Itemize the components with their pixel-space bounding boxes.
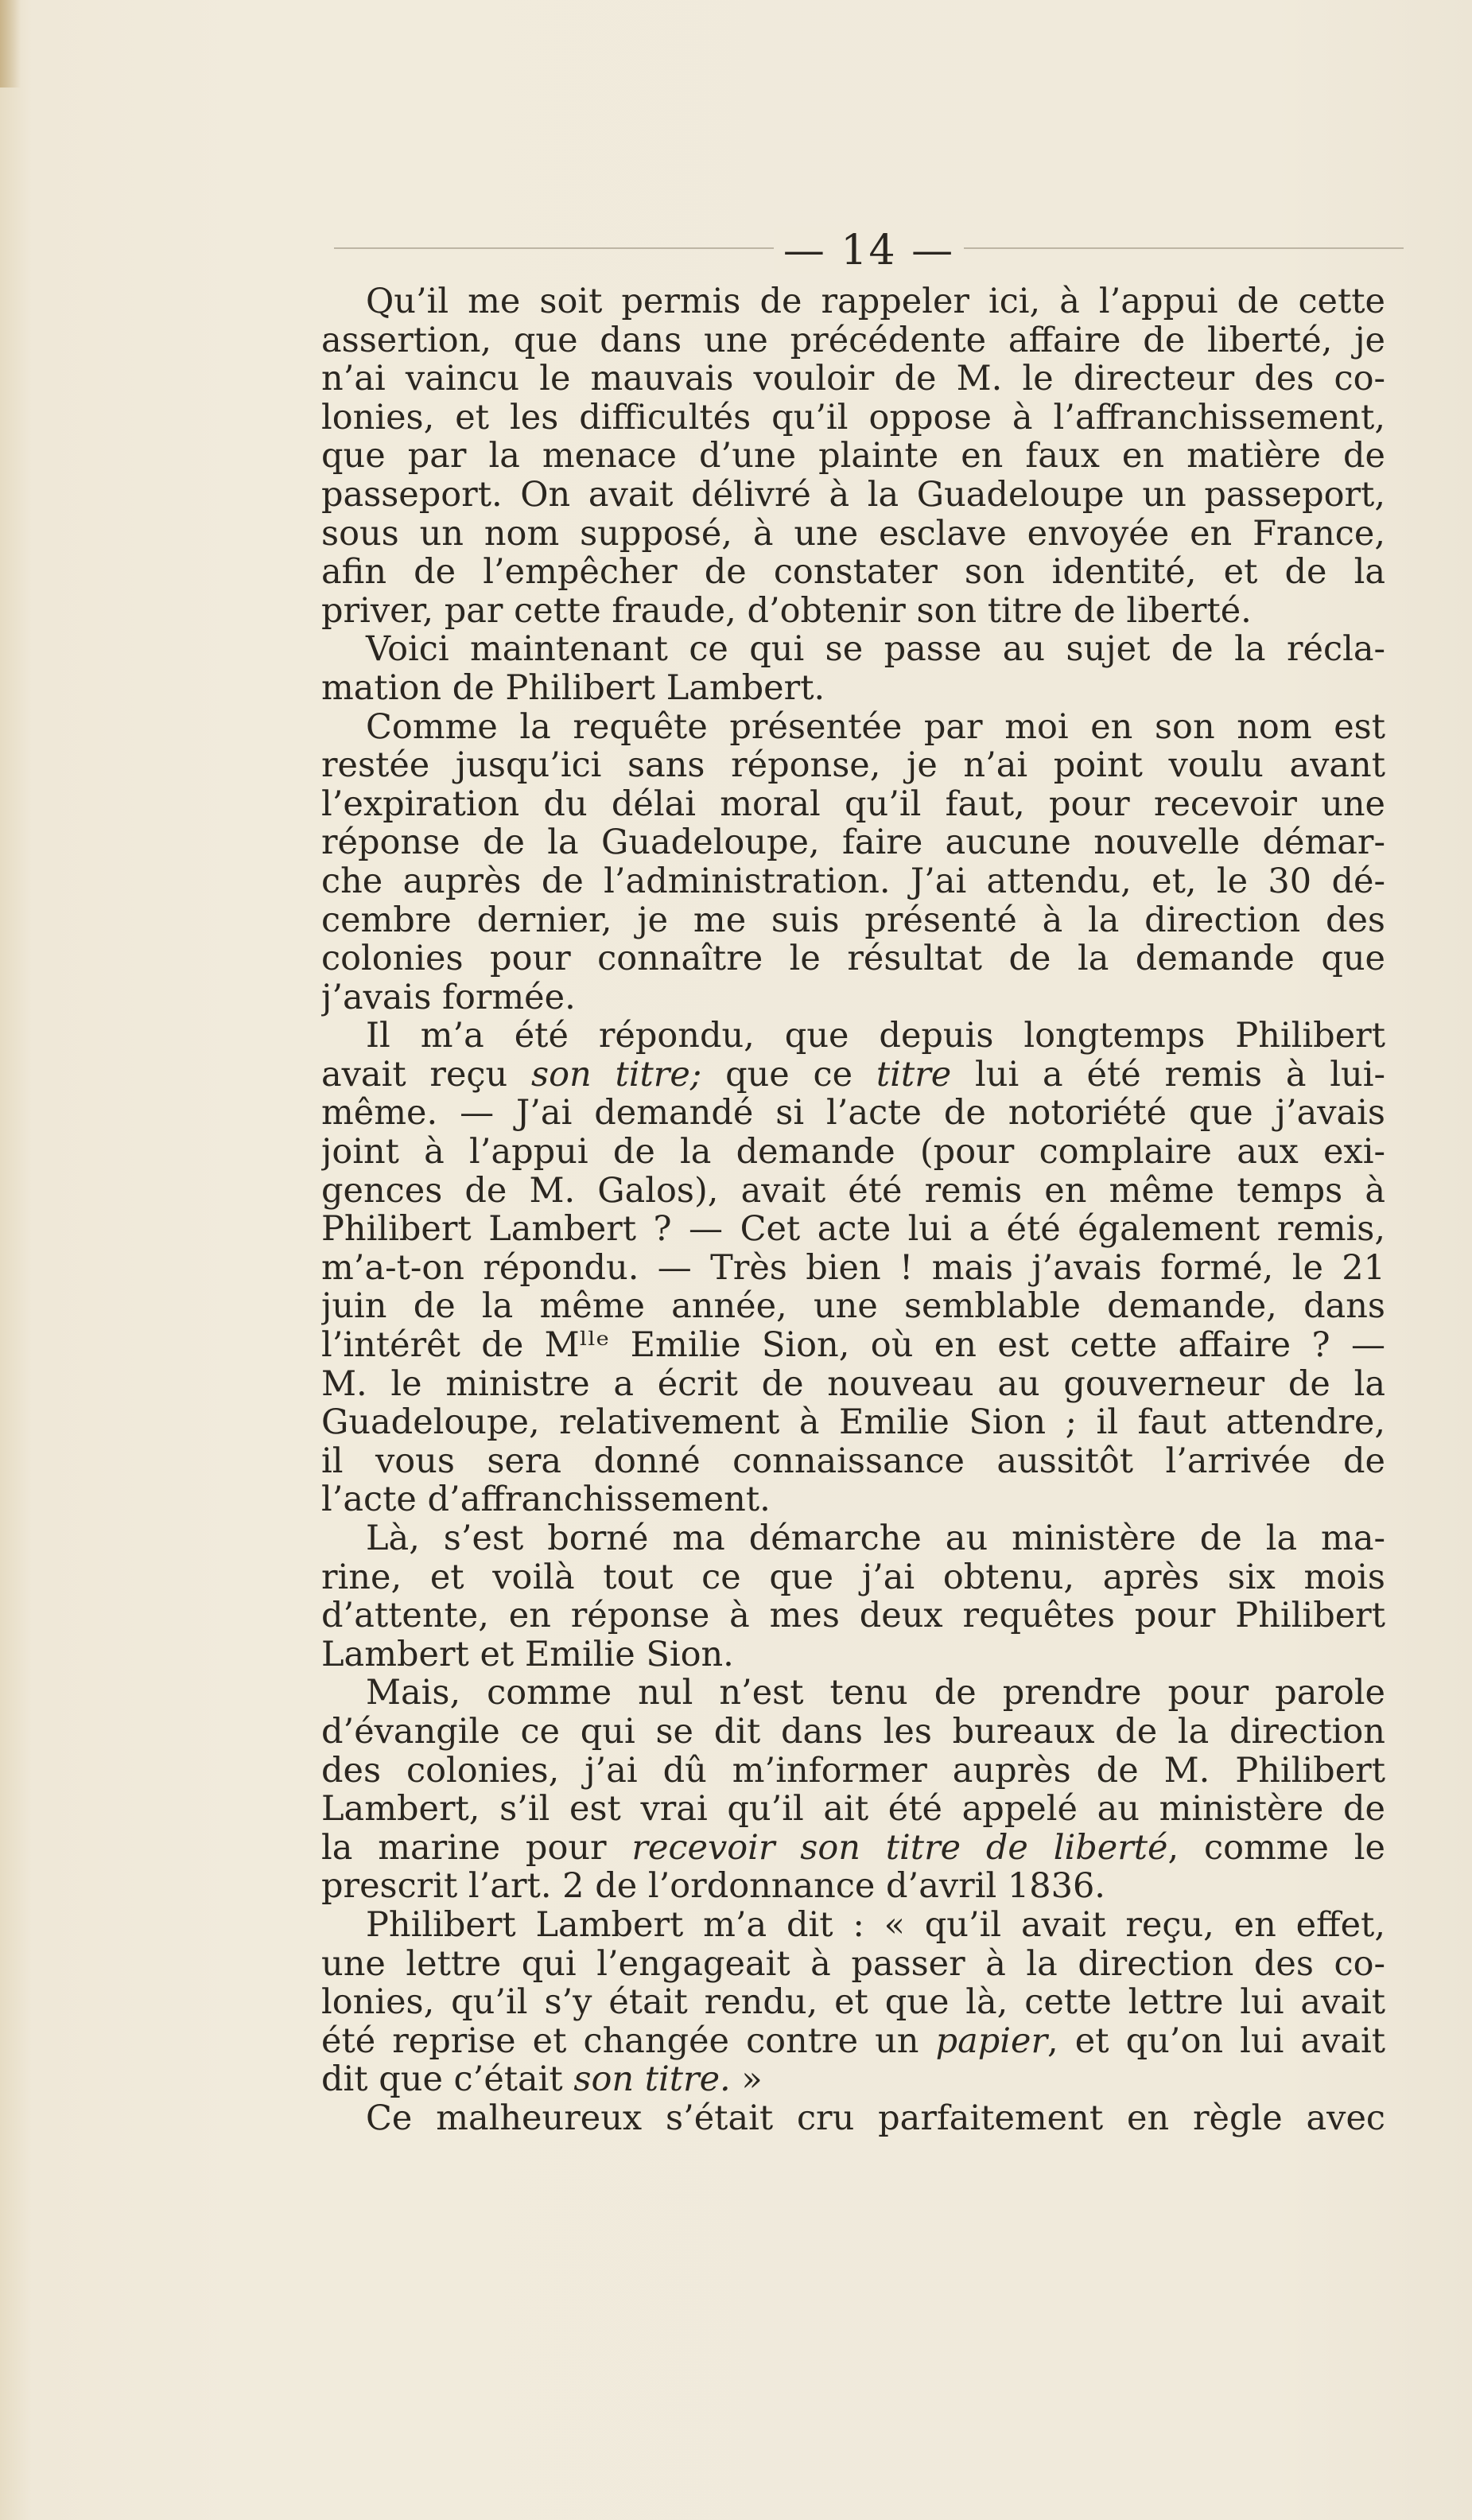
- text-line: Là, s’est borné ma démarche au ministère de la ma-: [366, 1519, 1385, 1558]
- text-line: des colonies, j’ai dû m’informer auprès de M. Philibert: [321, 1751, 1385, 1791]
- page-number-text: — 14 —: [774, 227, 964, 274]
- text-line: d’attente, en réponse à mes deux requêtes pour Philibert: [321, 1596, 1385, 1635]
- text-line: Guadeloupe, relativement à Emilie Sion ; il faut attendre,: [321, 1403, 1385, 1442]
- text-line: M. le ministre a écrit de nouveau au gouverneur de la: [321, 1364, 1385, 1404]
- text-line: même. — J’ai demandé si l’acte de notoriété que j’avais: [321, 1094, 1385, 1134]
- text-line: Qu’il me soit permis de rappeler ici, à l’appui de cette: [366, 282, 1385, 321]
- text-line: lonies, et les difficultés qu’il oppose à l’affranchissement,: [321, 398, 1385, 438]
- text-line: été reprise et changée contre un papier, et qu’on lui avait: [321, 2021, 1385, 2061]
- text-line: Il m’a été répondu, que depuis longtemps Philibert: [366, 1017, 1385, 1056]
- text-line: sous un nom supposé, à une esclave envoyée en France,: [321, 514, 1385, 554]
- text-line: l’intérêt de Mˡˡᵉ Emilie Sion, où en est cette affaire ? —: [321, 1326, 1385, 1365]
- text-line: prescrit l’art. 2 de l’ordonnance d’avril 1836.: [321, 1867, 1105, 1906]
- text-line: Philibert Lambert ? — Cet acte lui a été également remis,: [321, 1210, 1385, 1249]
- text-line: passeport. On avait délivré à la Guadeloupe un passeport,: [321, 475, 1385, 515]
- text-line: Lambert et Emilie Sion.: [321, 1635, 734, 1674]
- text-line: restée jusqu’ici sans réponse, je n’ai point voulu avant: [321, 746, 1385, 785]
- text-line: avait reçu son titre; que ce titre lui a été remis à lui-: [321, 1055, 1385, 1095]
- text-line: lonies, qu’il s’y était rendu, et que là, cette lettre lui avait: [321, 1983, 1385, 2022]
- text-line: l’acte d’affranchissement.: [321, 1480, 771, 1519]
- text-line: m’a-t-on répondu. — Très bien ! mais j’avais formé, le 21: [321, 1248, 1385, 1288]
- text-line: d’évangile ce qui se dit dans les bureaux de la direction: [321, 1712, 1385, 1752]
- page-header: [334, 227, 1404, 282]
- text-line: mation de Philibert Lambert.: [321, 668, 825, 708]
- text-line: juin de la même année, une semblable demande, dans: [321, 1287, 1385, 1327]
- text-line: priver, par cette fraude, d’obtenir son titre de liberté.: [321, 591, 1252, 631]
- body-text: [321, 282, 1385, 2138]
- page-edge-stain: [0, 0, 21, 88]
- text-line: réponse de la Guadeloupe, faire aucune nouvelle démar-: [321, 823, 1385, 862]
- text-line: Ce malheureux s’était cru parfaitement en règle avec: [366, 2098, 1385, 2138]
- text-line: colonies pour connaître le résultat de la demande que: [321, 939, 1385, 978]
- text-line: afin de l’empêcher de constater son identité, et de la: [321, 553, 1385, 592]
- text-line: que par la menace d’une plainte en faux en matière de: [321, 437, 1385, 476]
- text-line: une lettre qui l’engageait à passer à la direction des co-: [321, 1944, 1385, 1984]
- text-line: joint à l’appui de la demande (pour complaire aux exi-: [321, 1133, 1385, 1172]
- text-line: Philibert Lambert m’a dit : « qu’il avait reçu, en effet,: [366, 1905, 1385, 1945]
- text-line: il vous sera donné connaissance aussitôt l’arrivée de: [321, 1441, 1385, 1481]
- text-line: Voici maintenant ce qui se passe au sujet de la récla-: [366, 630, 1385, 669]
- text-line: Lambert, s’il est vrai qu’il ait été appelé au ministère de: [321, 1790, 1385, 1829]
- text-line: Comme la requête présentée par moi en son nom est: [366, 707, 1385, 747]
- text-line: rine, et voilà tout ce que j’ai obtenu, après six mois: [321, 1558, 1385, 1597]
- page-number: [334, 227, 1404, 274]
- text-line: l’expiration du délai moral qu’il faut, pour recevoir une: [321, 784, 1385, 824]
- text-line: la marine pour recevoir son titre de liberté, comme le: [321, 1828, 1385, 1868]
- text-line: gences de M. Galos), avait été remis en même temps à: [321, 1171, 1385, 1211]
- text-line: assertion, que dans une précédente affaire de liberté, je: [321, 321, 1385, 360]
- text-line: n’ai vaincu le mauvais vouloir de M. le directeur des co-: [321, 360, 1385, 399]
- text-line: che auprès de l’administration. J’ai attendu, et, le 30 dé-: [321, 861, 1385, 901]
- text-line: dit que c’était son titre. »: [321, 2060, 763, 2099]
- text-line: j’avais formée.: [321, 978, 576, 1017]
- text-line: cembre dernier, je me suis présenté à la direction des: [321, 900, 1385, 940]
- text-line: Mais, comme nul n’est tenu de prendre pour parole: [366, 1674, 1385, 1713]
